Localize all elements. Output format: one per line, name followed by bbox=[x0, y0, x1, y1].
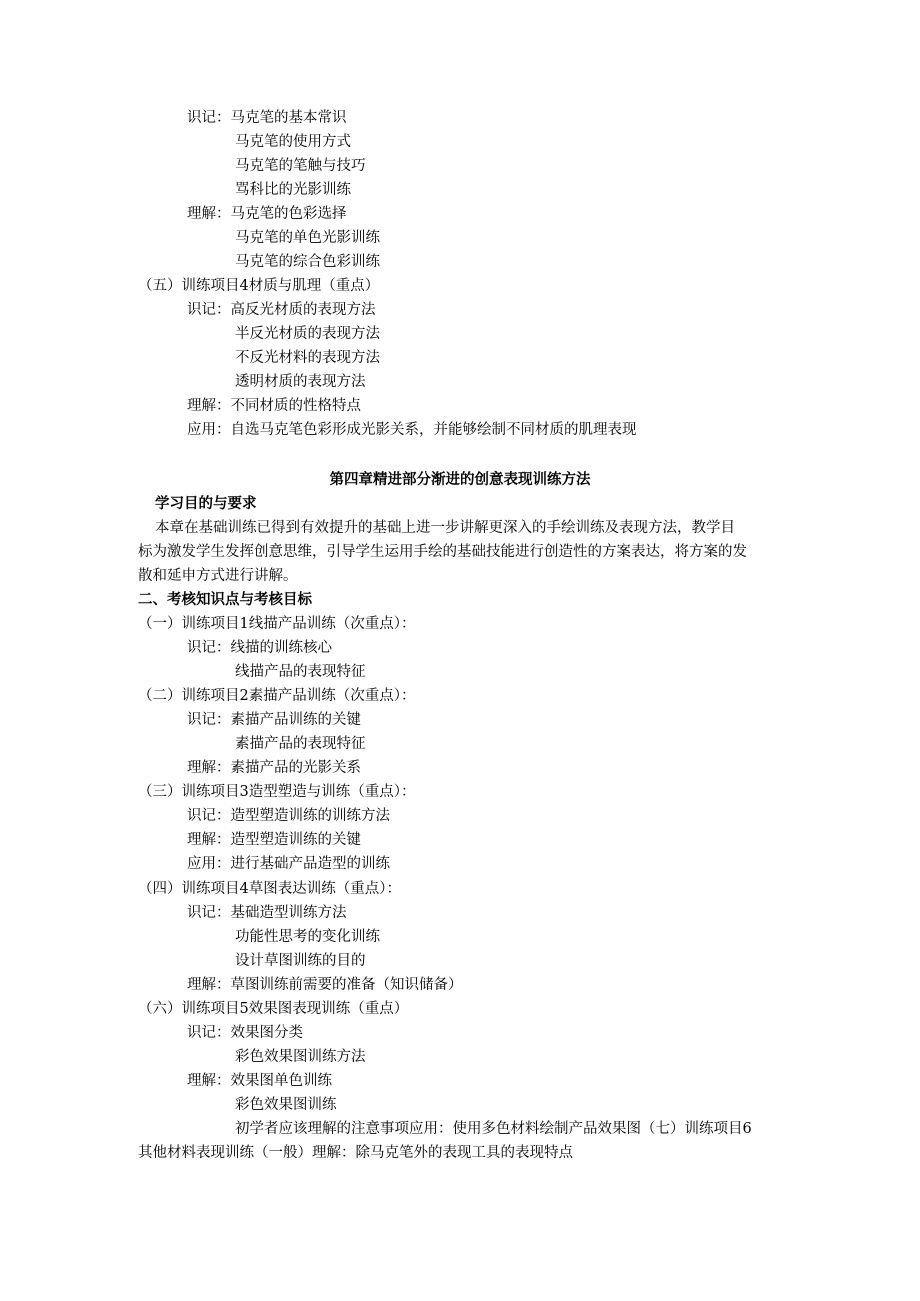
understand-line: 理解：效果图单色训练 bbox=[187, 1073, 332, 1089]
section-heading: （五）训练项目4材质与肌理（重点） bbox=[138, 278, 380, 294]
recall-subitem: 素描产品的表现特征 bbox=[235, 736, 366, 752]
recall-subitem: 线描产品的表现特征 bbox=[235, 664, 366, 680]
intro-paragraph-line: 标为激发学生发挥创意思维，引导学生运用手绘的基础技能进行创造性的方案表达，将方案的发 bbox=[138, 544, 747, 560]
recall-subitem: 功能性思考的变化训练 bbox=[235, 929, 380, 945]
chapter-title: 第四章精进部分渐进的创意表现训练方法 bbox=[329, 471, 591, 488]
recall-subitem: 透明材质的表现方法 bbox=[235, 374, 366, 390]
understand-subitem: 马克笔的综合色彩训练 bbox=[235, 254, 380, 270]
understand-line: 理解：素描产品的光影关系 bbox=[187, 760, 361, 776]
understand-line: 理解：造型塑造训练的关键 bbox=[187, 832, 361, 848]
recall-subitem: 设计草图训练的目的 bbox=[235, 953, 366, 969]
recall-subitem: 骂科比的光影训练 bbox=[235, 182, 351, 198]
understand-line: 理解：马克笔的色彩选择 bbox=[187, 206, 347, 222]
section-heading: （三）训练项目3造型塑造与训练（重点）： bbox=[138, 784, 416, 800]
recall-line: 识记：线描的训练核心 bbox=[187, 640, 332, 656]
recall-subitem: 马克笔的笔触与技巧 bbox=[235, 158, 366, 174]
recall-subitem: 半反光材质的表现方法 bbox=[235, 326, 380, 342]
recall-line: 识记：素描产品训练的关键 bbox=[187, 712, 361, 728]
apply-line: 应用：进行基础产品造型的训练 bbox=[187, 856, 390, 872]
intro-paragraph-line: 散和延申方式进行讲解。 bbox=[138, 568, 298, 584]
section-heading: （六）训练项目5效果图表现训练（重点） bbox=[138, 1001, 409, 1017]
understand-line: 理解：不同材质的性格特点 bbox=[187, 398, 361, 414]
intro-paragraph-line: 本章在基础训练已得到有效提升的基础上进一步讲解更深入的手绘训练及表现方法，教学目 bbox=[155, 520, 735, 536]
section-2-heading: 二、考核知识点与考核目标 bbox=[138, 591, 312, 608]
recall-line: 识记：高反光材质的表现方法 bbox=[187, 302, 376, 318]
section-heading: （一）训练项目1线描产品训练（次重点）： bbox=[138, 616, 416, 632]
recall-line: 识记：造型塑造训练的训练方法 bbox=[187, 808, 390, 824]
recall-subitem: 不反光材料的表现方法 bbox=[235, 350, 380, 366]
recall-subitem: 马克笔的使用方式 bbox=[235, 134, 351, 150]
understand-line: 理解：草图训练前需要的准备（知识储备） bbox=[187, 977, 463, 993]
section-heading: （四）训练项目4草图表达训练（重点）： bbox=[138, 881, 401, 897]
apply-line: 应用：自选马克笔色彩形成光影关系，并能够绘制不同材质的肌理表现 bbox=[187, 422, 637, 438]
understand-subitem: 彩色效果图训练 bbox=[235, 1097, 337, 1113]
understand-subitem: 马克笔的单色光影训练 bbox=[235, 230, 380, 246]
paragraph-line: 其他材料表现训练（一般）理解：除马克笔外的表现工具的表现特点 bbox=[138, 1145, 573, 1161]
paragraph-line: 初学者应该理解的注意事项应用：使用多色材料绘制产品效果图（七）训练项目6 bbox=[235, 1121, 752, 1137]
recall-line: 识记：效果图分类 bbox=[187, 1025, 303, 1041]
section-heading: （二）训练项目2素描产品训练（次重点）： bbox=[138, 688, 416, 704]
recall-line: 识记：马克笔的基本常识 bbox=[187, 110, 347, 126]
recall-line: 识记：基础造型训练方法 bbox=[187, 905, 347, 921]
goal-heading: 学习目的与要求 bbox=[155, 495, 257, 512]
recall-subitem: 彩色效果图训练方法 bbox=[235, 1049, 366, 1065]
